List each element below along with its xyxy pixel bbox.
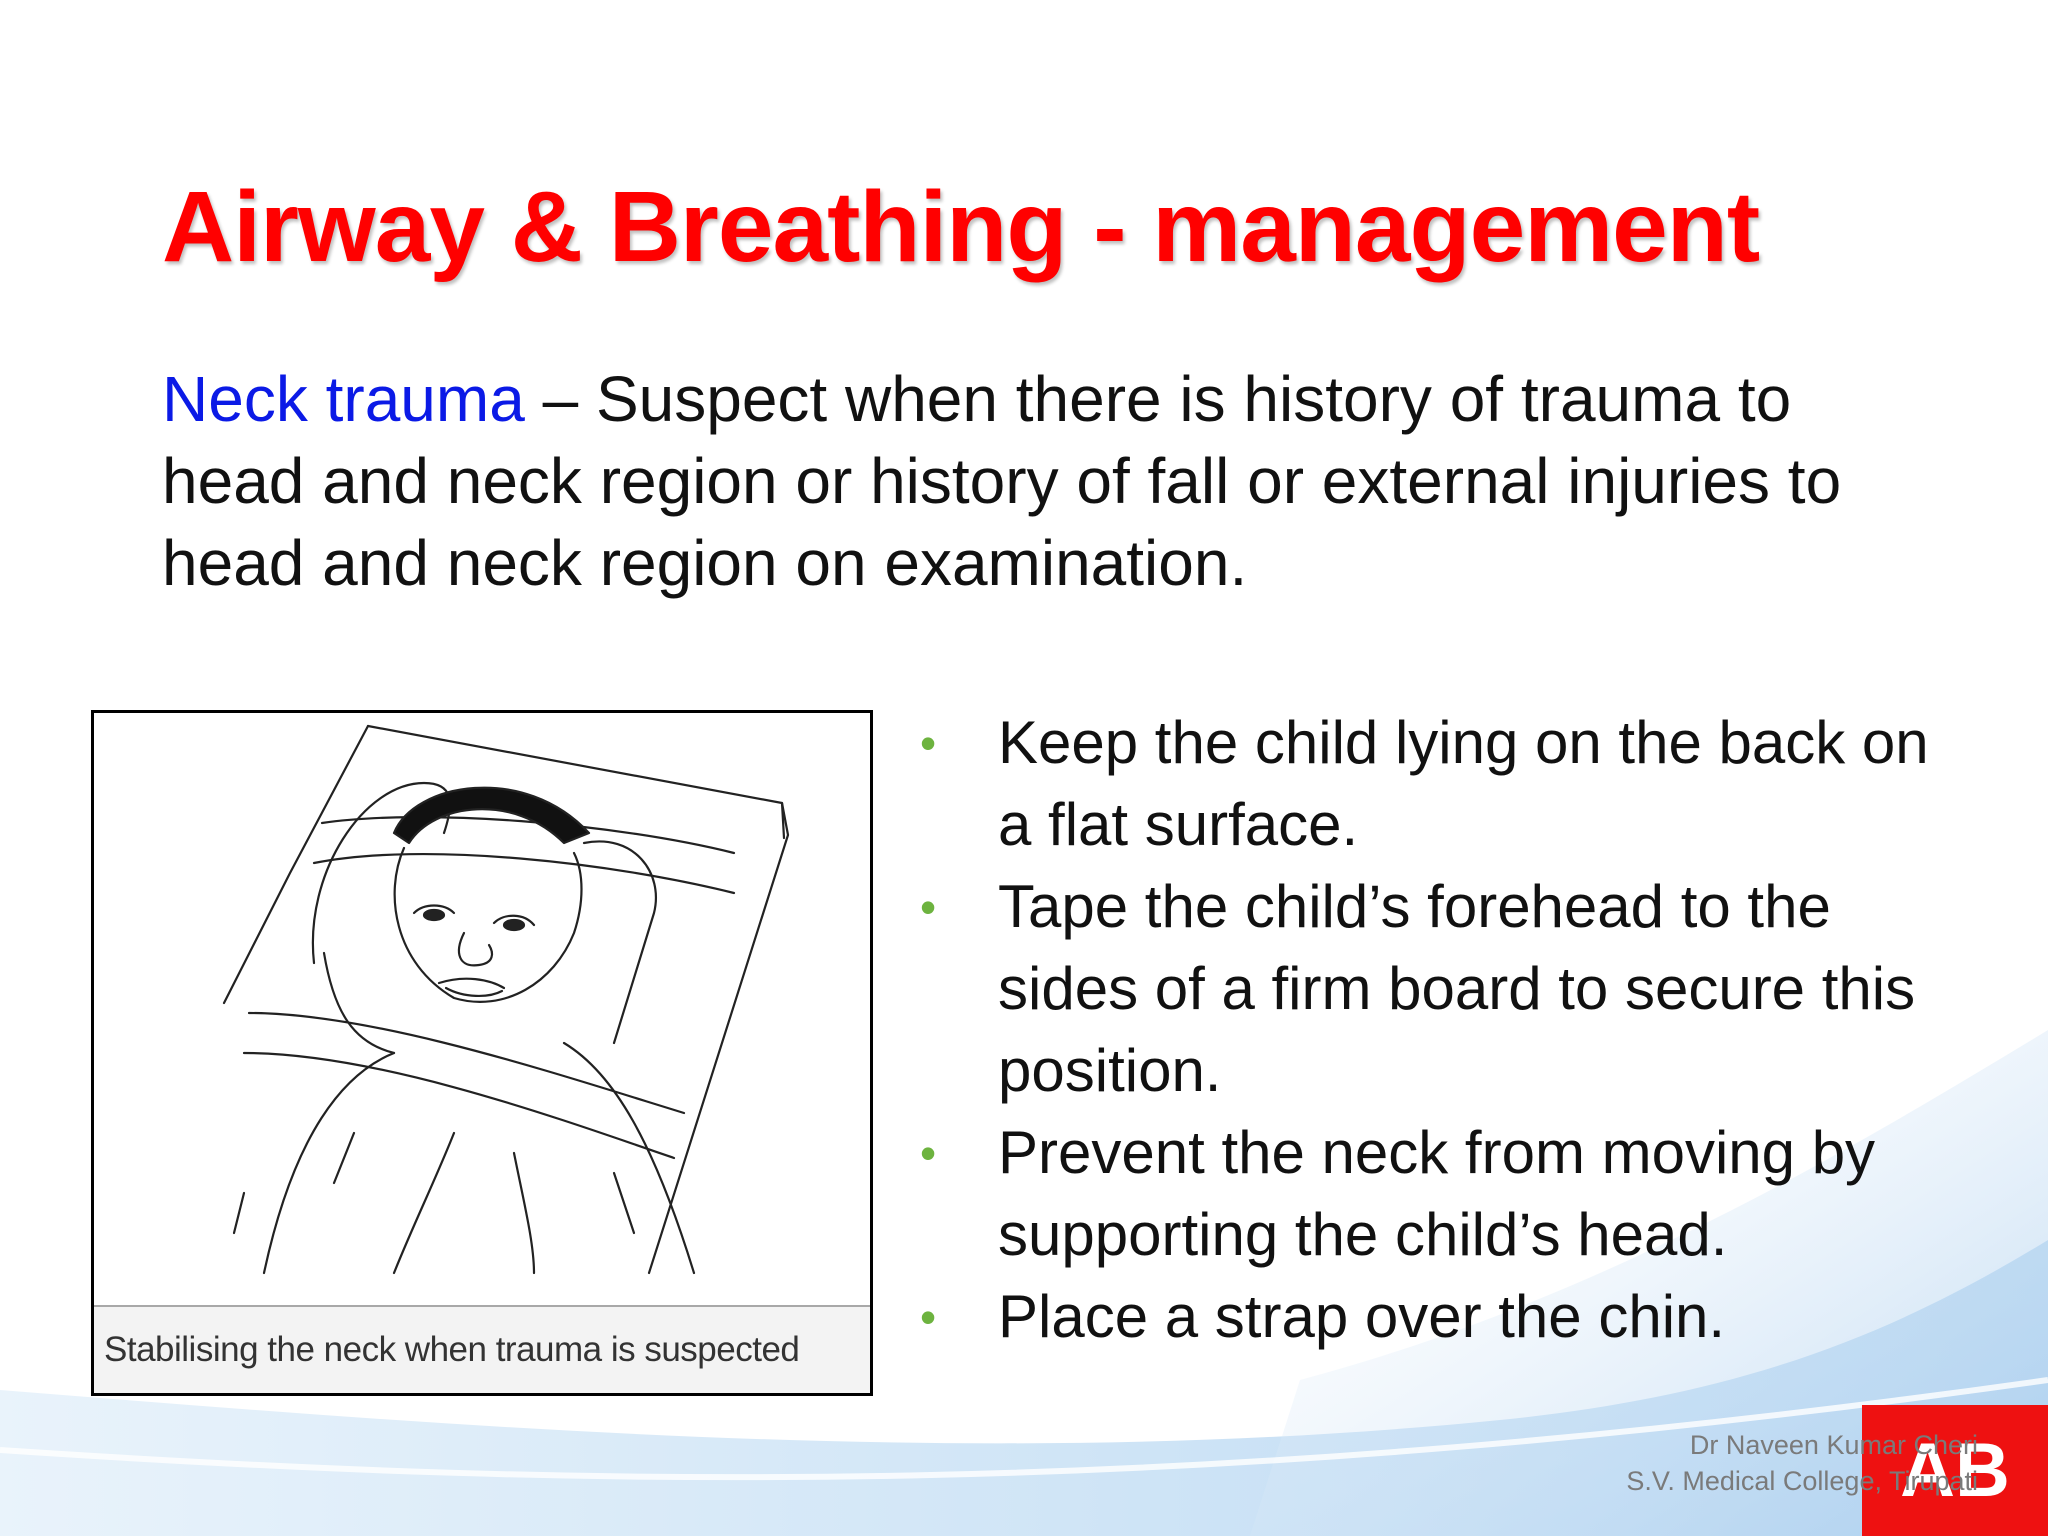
intro-keyword: Neck trauma [162,363,525,435]
neck-stabilisation-figure [91,710,873,1396]
bullet-dot-icon: • [920,717,937,769]
author-credit [1626,1427,1978,1499]
bullet-text: Keep the child lying on the back on a flat surface. [998,709,1929,858]
bullet-item [920,702,1930,866]
ab-logo: AB [1862,1405,2048,1536]
bullet-dot-icon: • [920,1291,937,1343]
intro-text: – Suspect when there is history of trauma to head and neck region or history of fall or external injuries to head and neck region on examination. [162,363,1842,599]
bullet-text: Prevent the neck from moving by supporting the child’s head. [998,1119,1876,1268]
child-on-board-illustration [94,713,870,1307]
bullet-dot-icon: • [920,1127,937,1179]
bullet-item [920,866,1930,1112]
author-institution: S.V. Medical College, Tirupati [1626,1466,1978,1496]
figure-caption: Stabilising the neck when trauma is suspected [94,1305,870,1393]
slide-title: Airway & Breathing - management [162,171,1760,283]
bullet-list [920,702,1930,1358]
bullet-item [920,1112,1930,1276]
bullet-text: Tape the child’s forehead to the sides of a firm board to secure this position. [998,873,1916,1104]
author-name: Dr Naveen Kumar Cheri [1689,1430,1978,1460]
bullet-item [920,1276,1930,1358]
bullet-dot-icon: • [920,881,937,933]
bullet-text: Place a strap over the chin. [998,1283,1726,1350]
intro-paragraph [162,358,1922,604]
